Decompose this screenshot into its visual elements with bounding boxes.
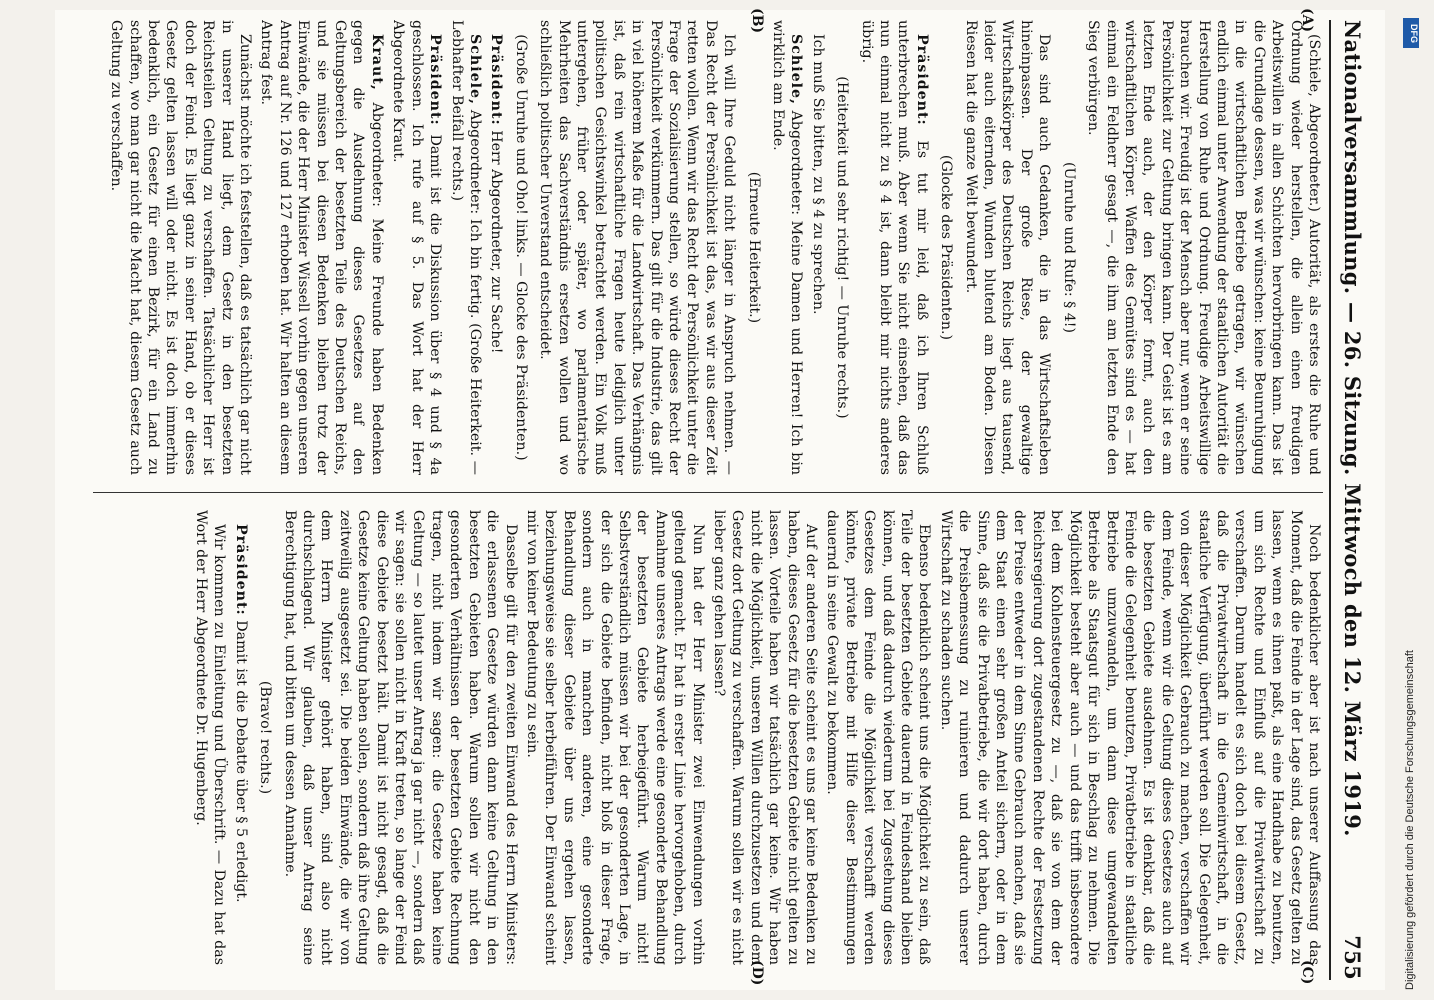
stage-direction: (Erneute Heiterkeit.) — [745, 171, 762, 324]
margin-marker-a: (A) — [1299, 8, 1315, 33]
speaker-name: Schiele, — [466, 34, 483, 105]
speech-text: Es tut mir leid, daß ich Ihren Schluß unterbrechen muß. Aber wenn Sie nicht einsehen, daß das nun einmal nicht zu § 4 ist, dann bleibt mir nichts anderes übrig. — [858, 20, 930, 475]
speaker-name: Kraut, — [368, 34, 385, 91]
body-paragraph: Auf der anderen Seite scheint es uns gar keine Bedenken zu haben, dieses Gesetz für die besetzten Gebiete nicht gelten zu lassen. Vorteile haben wir tatsächlich gar keine. Wir haben nicht die Möglichkeit, unseren Willen durchzusetzen und dem Gesetz dort Geltung zu verschaffen. Warum sollen wir es nicht lieber ganz gehen lassen? — [711, 510, 820, 965]
digitization-stamp — [1395, 10, 1425, 990]
speech-paragraph — [769, 20, 806, 475]
speech-paragraph — [487, 20, 505, 475]
margin-marker-c: (C) — [1299, 960, 1315, 985]
page-header — [1329, 20, 1371, 980]
speech-text: Damit ist die Diskussion über § 4 und § 4a geschlossen. Ich rufe auf § 5. Das Wort hat der Herr Abgeordnete Kraut. — [390, 20, 444, 475]
speech-paragraph — [447, 20, 484, 475]
speech-text: Abgeordneter: Meine Damen und Herren! Ich bin wirklich am Ende. — [770, 20, 805, 475]
dfg-logo: DFG — [1403, 18, 1419, 48]
speech-text: Damit ist die Debatte über § 5 erledigt. — [232, 620, 249, 903]
right-column — [93, 510, 1323, 965]
stage-direction: (Unruhe und Rufe: § 4!) — [1060, 161, 1077, 334]
stage-direction: (Bravo! rechts.) — [257, 680, 274, 795]
body-paragraph: Nun hat der Herr Minister zwei Einwendungen vorhin geltend gemacht. Er hat in erster Linie hervorgehoben, durch Annahme unseres Antrags werde eine gesonderte Behandlung der besetzten Gebiete herbeigeführt. Warum nicht! Selbstverständlich müssen wir bei der gesonderten Lage, in der sich die Gebiete befinden, nicht bloß in dieser Frage, sondern auch in manchen anderen, eine gesonderte Behandlung dieser Gebiete über uns ergehen lassen, beziehungsweise sie selber herbeiführen. Der Einwand scheint mir von keiner Bedeutung zu sein. — [523, 510, 706, 965]
body-paragraph: Ebenso bedenklich scheint uns die Möglichkeit zu sein, daß Teile der besetzten Gebiete dauernd in Feindeshand bleiben können, und daß dadurch wiederum bei Zugestehung dieses Gesetzes dem Feinde die Möglichkeit verschafft werden könnte, private Betriebe mit Hilfe dieser Bestimmungen dauernd in seine Gewalt zu bekommen. — [824, 510, 933, 965]
speaker-name: Präsident: — [488, 34, 505, 126]
body-paragraph: Das sind auch Gedanken, die in das Wirtschaftsleben hineinpassen. Der große Riese, der gewaltige Wirtschaftskörper des Deutschen Reichs liegt aus tausend, leider auch eiternden, Wunden blutend am Boden. Diesen Riesen hat die ganze Welt bewundert. — [962, 20, 1053, 475]
header-title: Nationalversammlung. — 26. Sitzung. Mittwoch den 12. März 1919. — [1340, 20, 1365, 837]
stage-direction: (Glocke des Präsidenten.) — [938, 154, 955, 341]
stamp-text: Digitalisierung gefördert durch die Deutsche Forschungsgemeinschaft — [1404, 650, 1416, 990]
body-paragraph: Ich muß Sie bitten, zu § 4 zu sprechen. — [809, 34, 826, 315]
scanned-page — [55, 10, 1385, 990]
body-paragraph: (Schiele, Abgeordneter.) Autorität, als erstes die Ruhe und Ordnung wieder herstellen, die allein einen freudigen Arbeitswillen in allen Schichten hervorbringen kann. Das ist die Grundlage dessen, was wir wünschen: keine Beunruhigung in die wirtschaftlichen Betriebe getragen, wir wünschen endlich einmal unter Anwendung der staatlichen Autorität die Herstellung von Ruhe und Ordnung. Freudige Arbeitswillige brauchen wir. Freudig ist der Mensch aber nur, wenn er seine Persönlichkeit zur Geltung bringen kann. Der Geist ist es am letzten Ende auch, der den Körper formt, auch den wirtschaftlichen Körper. Waffen des Gemütes sind es — hat einmal ein Feldherr gesagt —, die ihm am letzten Ende den Sieg verbürgen. — [1085, 20, 1322, 475]
body-paragraph: Dasselbe gilt für den zweiten Einwand des Herrn Ministers: die erlassenen Gesetze würden dann keine Geltung in den besetzten Gebieten haben. Warum sollen wir nicht den gesonderten Verhältnissen der besetzten Gebiete Rechnung tragen, nicht indem wir sagen: die Gesetze haben keine Geltung — so lautet unser Antrag ja gar nicht —, sondern daß wir sagen: sie sollen nicht in Kraft treten, so lange der Feind diese Gebiete besetzt hält. Damit ist nicht gesagt, daß die Gesetze keine Geltung haben sollen, sondern daß ihre Geltung zeitweilig ausgesetzt sei. Die beiden Einwände, die wir von dem Herrn Minister gehört haben, sind also nicht durchschlagend. Wir glauben, daß unser Antrag seine Berechtigung hat, und bitten um dessen Annahme. — [281, 510, 519, 965]
left-column — [93, 20, 1323, 475]
margin-marker-d: (D) — [749, 960, 765, 986]
speaker-name: Präsident: — [427, 34, 444, 126]
body-paragraph: Noch bedenklicher aber ist nach unserer Auffassung das Moment, daß die Feinde in der Lage sind, das Gesetz gelten zu lassen, wenn es ihnen paßt, als eine Handhabe zu benutzen, um sich Rechte und Einfluß auf die Privatwirtschaft zu verschaffen. Darum handelt es sich doch bei diesem Gesetz, daß die Privatwirtschaft in die Gemeinwirtschaft, in die staatliche Verfügung, überführt werden soll. Die Gelegenheit, von dieser Möglichkeit Gebrauch zu machen, verschaffen wir dem Feinde, wenn wir die Geltung dieses Gesetzes auch auf die besetzten Gebiete ausdehnen. Es ist denkbar, daß die Feinde die Gelegenheit benutzen, Privatbetriebe in staatliche Betriebe umzuwandeln, um dann diese umgewandelten Betriebe als Staatsgut für sich in Beschlag zu nehmen. Die Möglichkeit besteht aber auch — und das trifft insbesondere bei dem Kohlensteuergesetz zu —, daß sie von dem der Reichsregierung dort zugestandenen Rechte der Festsetzung der Preise entweder in dem Sinne Gebrauch machen, daß sie dem Staat einen sehr großen Anteil sichern, oder in dem Sinne, daß sie die Privatbetriebe, die wir dort haben, durch die Preisbemessung zu ruinieren und dadurch unserer Wirtschaft zu schaden suchen. — [937, 510, 1322, 965]
margin-marker-b: (B) — [749, 8, 765, 34]
speech-paragraph — [231, 510, 249, 965]
speaker-name: Präsident: — [913, 34, 930, 126]
stage-direction: (Heiterkeit und sehr richtig! — Unruhe rechts.) — [834, 76, 851, 419]
speech-paragraph — [857, 20, 931, 475]
page-number: 755 — [1340, 935, 1365, 980]
body-paragraph: Ich will Ihre Geduld nicht länger in Anspruch nehmen. — Das Recht der Persönlichkeit ist das, was wir aus dieser Zeit retten wollen. Wenn wir das Recht der Persönlichkeit unter die Frage der Sozialisierung stellen, so würde dieses Recht der Persönlichkeit verkümmern. Das gilt für die Industrie, das gilt in viel höherem Maße für die Landwirtschaft. Das Verhängnis ist, daß rein wirtschaftliche Fragen heute lediglich unter politischen Gesichtswinkel betrachtet werden. Ein Volk muß untergehen, früher oder später, wo parlamentarische Mehrheiten das Sachverständnis ersetzen wollen und wo schließlich politischer Unverstand entscheidet. — [537, 20, 738, 475]
speech-text: Abgeordneter: Ich bin fertig. (Große Heiterkeit. — Lebhafter Beifall rechts.) — [448, 20, 483, 475]
body-paragraph: Zunächst möchte ich feststellen, daß es tatsächlich gar nicht in unserer Hand liegt, dem Gesetz in den besetzten Reichsteilen Geltung zu verschaffen. Tatsächlicher Herr ist doch der Feind. Es liegt ganz in seiner Hand, ob er dieses Gesetz gelten lassen will oder nicht. Es ist doch immerhin bedenklich, ein Gesetz für einen Bezirk, für ein Land zu schaffen, wo man gar nicht die Macht hat, diesem Gesetz auch Geltung zu verschaffen. — [108, 20, 254, 475]
rotated-content — [55, 10, 1385, 990]
speech-paragraph — [257, 20, 386, 475]
speaker-name: Präsident: — [232, 524, 249, 616]
column-divider — [93, 492, 1323, 493]
speaker-name: Schiele, — [788, 34, 805, 105]
stage-direction: (Große Unruhe und Oho! links. — Glocke des Präsidenten.) — [512, 34, 529, 461]
speech-text: Abgeordneter: Meine Freunde haben Bedenken gegen die Ausdehnung dieses Gesetzes auf den Geltungsbereich der besetzten Teile des Deutschen Reichs, und sie müssen bei diesen Bedenken bleiben trotz der Einwände, die der Herr Minister Wissell vorhin gegen unseren Antrag auf Nr. 126 und 127 erhoben hat. Wir halten an diesem Antrag fest. — [258, 20, 385, 475]
speech-text: Herr Abgeordneter, zur Sache! — [488, 130, 505, 354]
body-paragraph: Wir kommen zu Einleitung und Überschrift. — Dazu hat das Wort der Herr Abgeordnete Dr. Hugenberg. — [193, 510, 228, 965]
speech-paragraph — [389, 20, 444, 475]
